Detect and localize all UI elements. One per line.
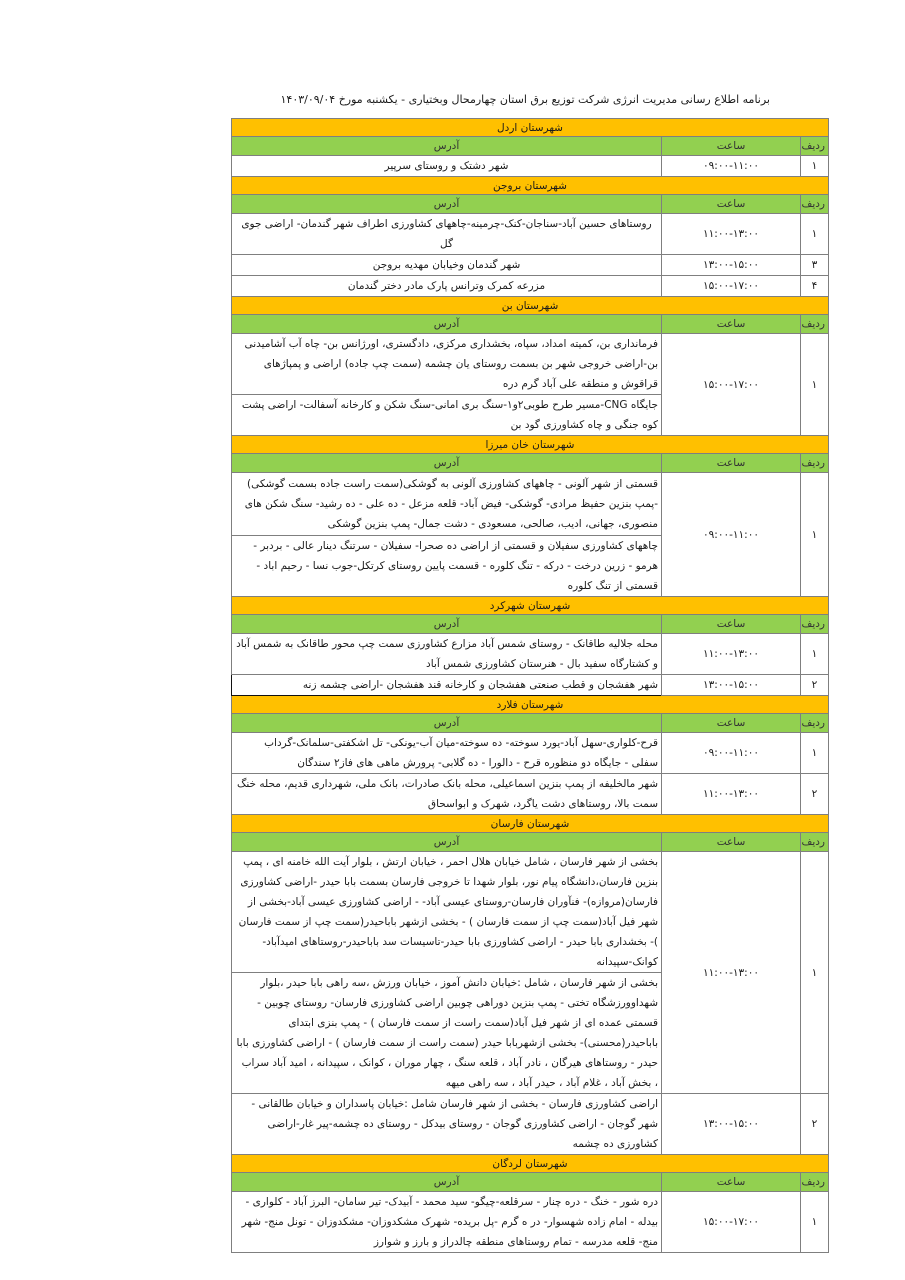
column-header-address: آدرس	[232, 195, 662, 214]
address-cell: جایگاه CNG-مسیر طرح طوبی۲و۱-سنگ بری امانی-سنگ شکن و کارخانه آسفالت- اراضی پشت کوه جنگی و چاه کشاورزی گود بن	[232, 395, 662, 436]
county-header-row	[232, 597, 829, 615]
row-number: ۱	[801, 733, 829, 774]
county-name: شهرستان بن	[232, 297, 829, 315]
address-cell: چاههای کشاورزی سفیلان و قسمتی از اراضی ده صحرا- سفیلان - سرتنگ دینار عالی - بردبر - هرمو - زرین درخت - درکه - تنگ کلوره - قسمت پایین روستای کرتکل-جوب نسا - رحیم اباد - قسمتی از تنگ کلوره	[232, 536, 662, 597]
table-row	[232, 334, 829, 395]
county-name: شهرستان فلارد	[232, 696, 829, 714]
table-row	[232, 675, 829, 696]
county-name: شهرستان بروجن	[232, 177, 829, 195]
column-header-row-number: رديف	[801, 1173, 829, 1192]
time-range: ۱۱:۰۰-۱۳:۰۰	[662, 634, 801, 675]
column-header-row-number: رديف	[801, 833, 829, 852]
time-range: ۱۳:۰۰-۱۵:۰۰	[662, 255, 801, 276]
row-number: ۱	[801, 156, 829, 177]
document-title: برنامه اطلاع رسانی مدیریت انرژی شرکت توزیع برق استان چهارمحال وبختیاری - یکشنبه مورخ ۱۴۰۳/۰۹/۰۴	[280, 93, 770, 106]
address-cell: شهر مالخلیفه از پمپ بنزین اسماعیلی، محله بانک صادرات، بانک ملی، شهرداری قدیم، محله خنگ سمت بالا، روستاهای دشت یاگرد، شهرک و ابواسحاق	[232, 774, 662, 815]
row-number: ۱	[801, 634, 829, 675]
table-row	[232, 255, 829, 276]
table-row	[232, 774, 829, 815]
column-header-time: ساعت	[662, 1173, 801, 1192]
table-row	[232, 156, 829, 177]
address-cell: محله جلالیه طاقانک - روستای شمس آباد مزارع کشاورزی سمت چپ محور طاقانک به شمس آباد و کشتارگاه سفید بال - هنرستان کشاورزی شمس آباد	[232, 634, 662, 675]
time-range: ۱۵:۰۰-۱۷:۰۰	[662, 1192, 801, 1253]
column-header-row-number: رديف	[801, 454, 829, 473]
column-header-time: ساعت	[662, 714, 801, 733]
row-number: ۱	[801, 473, 829, 597]
column-header-address: آدرس	[232, 1173, 662, 1192]
column-header-address: آدرس	[232, 315, 662, 334]
outage-schedule-table	[231, 118, 829, 1253]
row-number: ۱	[801, 1192, 829, 1253]
row-number: ۱	[801, 214, 829, 255]
column-header-row-number: رديف	[801, 315, 829, 334]
county-header-row	[232, 696, 829, 714]
time-range: ۰۹:۰۰-۱۱:۰۰	[662, 473, 801, 597]
time-range: ۰۹:۰۰-۱۱:۰۰	[662, 733, 801, 774]
table-row	[232, 1192, 829, 1253]
address-cell: شهر هفشجان و قطب صنعتی هفشجان و کارخانه قند هفشجان -اراضی چشمه زنه	[232, 675, 662, 696]
time-range: ۱۵:۰۰-۱۷:۰۰	[662, 334, 801, 436]
county-header-row	[232, 815, 829, 833]
column-header-row	[232, 137, 829, 156]
row-number: ۱	[801, 334, 829, 436]
column-header-row	[232, 833, 829, 852]
column-header-address: آدرس	[232, 137, 662, 156]
county-header-row	[232, 177, 829, 195]
table-row	[232, 276, 829, 297]
column-header-address: آدرس	[232, 714, 662, 733]
county-header-row	[232, 436, 829, 454]
address-cell: شهر دشتک و روستای سرپیر	[232, 156, 662, 177]
column-header-row-number: رديف	[801, 714, 829, 733]
time-range: ۱۳:۰۰-۱۵:۰۰	[662, 675, 801, 696]
row-number: ۱	[801, 852, 829, 1094]
column-header-row	[232, 195, 829, 214]
table-row	[232, 733, 829, 774]
row-number: ۴	[801, 276, 829, 297]
address-cell: اراضی کشاورزی فارسان - بخشی از شهر فارسان شامل :خیابان پاسداران و خیابان طالقانی - شهر گوجان - اراضی کشاورزی گوجان - روستای بیدکل - روستای ده چشمه-پیر غار-اراضی کشاورزی ده چشمه	[232, 1094, 662, 1155]
table-row	[232, 214, 829, 255]
time-range: ۱۵:۰۰-۱۷:۰۰	[662, 276, 801, 297]
county-name: شهرستان فارسان	[232, 815, 829, 833]
row-number: ۲	[801, 1094, 829, 1155]
table-row	[232, 473, 829, 536]
address-cell: فرمانداری بن، کمیته امداد، سپاه، بخشداری مرکزی، دادگستری، اورژانس بن- چاه آب آشامیدنی بن-اراضی خروجی شهر بن بسمت روستای یان چشمه (سمت چپ جاده) اراضی و پمپاژهای قراقوش و منطقه علی آباد گرم دره	[232, 334, 662, 395]
column-header-row	[232, 315, 829, 334]
column-header-row	[232, 714, 829, 733]
time-range: ۰۹:۰۰-۱۱:۰۰	[662, 156, 801, 177]
county-header-row	[232, 1155, 829, 1173]
column-header-time: ساعت	[662, 315, 801, 334]
address-cell: دره شور - خنگ - دره چنار - سرقلعه-چیگو- سید محمد - آبیدک- تیر سامان- البرز آباد - کلواری - بیدله - امام زاده شهسوار- در ه گرم -پل بریده- شهرک مشکدوزان- مشکدوزان - تونل منج- شهر منج- قلعه مدرسه - تمام روستاهای منطقه چالدراز و بارز و شوارز	[232, 1192, 662, 1253]
address-cell: بخشی از شهر فارسان ، شامل خیابان هلال احمر ، خیابان ارتش ، بلوار آیت الله خامنه ای ، پمپ بنزین فارسان،دانشگاه پیام نور، بلوار شهدا تا خروجی فارسان بسمت بابا حیدر -اراضی کشاورزی فارسان(مروازه)- فنآوران فارسان-روستای عیسی آباد- - اراضی کشاورزی عیسی آباد-بخشی از شهر فیل آباد(سمت چپ از سمت فارسان ) - بخشی ازشهر باباحیدر(سمت چپ از سمت فارسان )- بخشداری بابا حیدر - اراضی کشاورزی بابا حیدر-تاسیسات سد باباحیدر-روستاهای امیدآباد- کوانک-سپیدانه	[232, 852, 662, 973]
column-header-row	[232, 454, 829, 473]
column-header-time: ساعت	[662, 833, 801, 852]
county-name: شهرستان اردل	[232, 119, 829, 137]
column-header-time: ساعت	[662, 195, 801, 214]
column-header-address: آدرس	[232, 615, 662, 634]
column-header-time: ساعت	[662, 454, 801, 473]
column-header-row-number: رديف	[801, 195, 829, 214]
address-cell: قرح-کلواری-سهل آباد-یورد سوخته- ده سوخته-میان آب-یونکی- تل اشکفتی-سلمانک-گرداب سفلی - جایگاه دو منظوره قرح - دالورا - ده گلابی- پرورش ماهی های فاز۲ سندگان	[232, 733, 662, 774]
address-cell: بخشی از شهر فارسان ، شامل :خیابان دانش آموز ، خیابان ورزش ،سه راهی بابا حیدر ،بلوار شهداوورزشگاه تختی - پمپ بنزین دوراهی چوبین اراضی کشاورزی فارسان- روستای چوبین - قسمتی عمده ای از شهر فیل آباد(سمت راست از سمت فارسان ) - پمپ بنزی ابتدای باباحیدر(محسنی)- بخشی ازشهربابا حیدر (سمت راست از سمت فارسان ) - اراضی کشاورزی بابا حیدر - روستاهای هیرگان ، نادر آباد ، قلعه سنگ ، چهار موران ، کوانک ، سپیدانه ، امید آباد سراب ، بخش آباد ، غلام آباد ، حیدر آباد ، سه راهی میهه	[232, 973, 662, 1094]
table-row	[232, 852, 829, 973]
column-header-address: آدرس	[232, 833, 662, 852]
county-name: شهرستان خان میرزا	[232, 436, 829, 454]
column-header-address: آدرس	[232, 454, 662, 473]
county-header-row	[232, 297, 829, 315]
time-range: ۱۱:۰۰-۱۳:۰۰	[662, 852, 801, 1094]
address-cell: شهر گندمان وخیابان مهدیه بروجن	[232, 255, 662, 276]
column-header-time: ساعت	[662, 137, 801, 156]
column-header-time: ساعت	[662, 615, 801, 634]
table-row	[232, 634, 829, 675]
address-cell: مزرعه کمرک وترانس پارک مادر دختر گندمان	[232, 276, 662, 297]
time-range: ۱۱:۰۰-۱۳:۰۰	[662, 774, 801, 815]
address-cell: روستاهای حسین آباد-سناجان-کنک-چرمینه-چاههای کشاورزی اطراف شهر گندمان- اراضی جوی گل	[232, 214, 662, 255]
column-header-row-number: رديف	[801, 137, 829, 156]
row-number: ۲	[801, 774, 829, 815]
time-range: ۱۱:۰۰-۱۳:۰۰	[662, 214, 801, 255]
county-name: شهرستان لردگان	[232, 1155, 829, 1173]
county-header-row	[232, 119, 829, 137]
column-header-row-number: رديف	[801, 615, 829, 634]
table-row	[232, 1094, 829, 1155]
row-number: ۲	[801, 675, 829, 696]
time-range: ۱۳:۰۰-۱۵:۰۰	[662, 1094, 801, 1155]
column-header-row	[232, 1173, 829, 1192]
column-header-row	[232, 615, 829, 634]
county-name: شهرستان شهرکرد	[232, 597, 829, 615]
row-number: ۳	[801, 255, 829, 276]
address-cell: قسمتی از شهر آلونی - چاههای کشاورزی آلونی به گوشکی(سمت راست جاده بسمت گوشکی) -پمپ بنزین حفیظ مرادی- گوشکی- فیض آباد- قلعه مزعل - ده علی - ده رشید- سنگ شکن های منصوری، جهانی، ادیب، صالحی، مسعودی - دشت جمال- پمپ بنزین گوشکی	[232, 473, 662, 536]
